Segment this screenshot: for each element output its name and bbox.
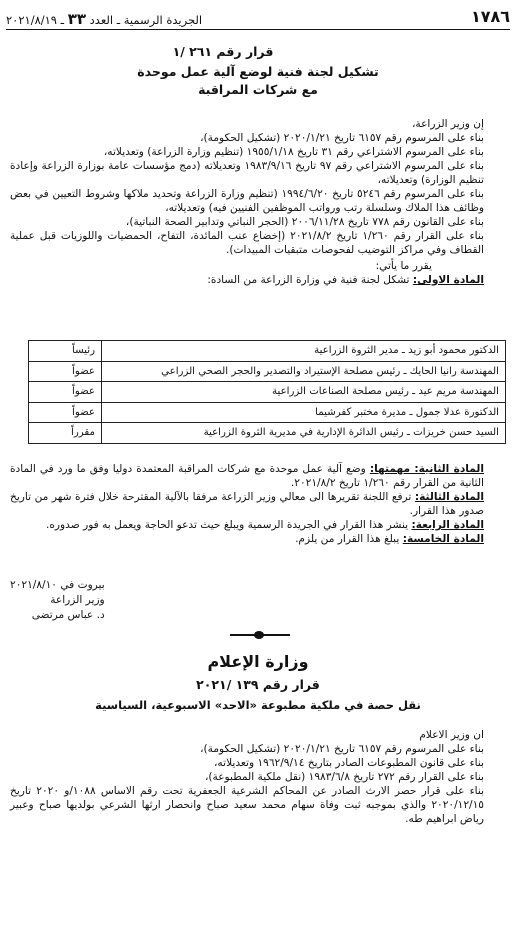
- member-role: عضواً: [29, 402, 102, 423]
- section-divider: [230, 634, 290, 636]
- decision-1-title: تشكيل لجنة فنية لوضع آلية عمل موحدة: [137, 64, 379, 79]
- article-1-text: تشكل لجنة فنية في وزارة الزراعة من السادة:: [207, 274, 410, 286]
- member-role: مقرراً: [29, 423, 102, 444]
- article-1-label: المادة الاولى:: [412, 274, 484, 286]
- table-row: [29, 382, 506, 403]
- signature-title: وزير الزراعة: [50, 594, 105, 606]
- preamble-item: بناء على المرسوم الاشتراعي رقم ٩٧ تاريخ ١٩٨٣/٩/١٦ وتعديلاته (دمج مؤسسات عامة بوزارة الزراعة وإعادة تنظيم الوزارة) وتعديلاته،: [10, 160, 484, 186]
- preamble-item: بناء على المرسوم رقم ٥٢٤٦ تاريخ ١٩٩٤/٦/٢٠ (تنظيم وزارة الزراعة وتحديد ملاكها وشروط التعيين في بعض وظائف هذا الملاك وسلسلة رتب ورواتب الموظفين الفنيين فيه) وتعديلاته،: [10, 188, 484, 214]
- article-2: [10, 462, 502, 490]
- gazette-name: الجريدة الرسمية ـ العدد: [89, 13, 203, 27]
- member-role: عضواً: [29, 361, 102, 382]
- member-name: المهندسة مريم عيد ـ رئيس مصلحة الصناعات الزراعية: [102, 382, 506, 403]
- page-header: [6, 7, 510, 30]
- member-name: السيد حسن خريزات ـ رئيس الدائرة الإدارية في مديرية الثروة الزراعية: [102, 423, 506, 444]
- signature-place-date: بيروت في ٢٠٢١/٨/١٠: [10, 579, 105, 591]
- decision-1-body: [0, 117, 516, 287]
- preamble-item: بناء على القرار رقم ١/٢٦٠ تاريخ ٢٠٢١/٨/٢ (إخضاع عنب المائدة، التفاح، الحمضيات واللوزيات قبل عملية القطاف وفي مراكز التوضيب لفحوصات متبقيات المبيدات).: [10, 230, 484, 256]
- table-row: [29, 341, 506, 362]
- preamble-item: بناء على قانون المطبوعات الصادر بتاريخ ١٩٦٢/٩/١٤ وتعديلاته،: [214, 757, 484, 769]
- article-5-label: المادة الخامسة:: [402, 533, 484, 545]
- gazette-title: [6, 10, 202, 28]
- table-row: [29, 423, 506, 444]
- decision-1-subtitle: مع شركات المراقبة: [198, 82, 318, 97]
- preamble-item: بناء على المرسوم رقم ٦١٥٧ تاريخ ٢٠٢٠/١/٢١ (تشكيل الحكومة)،: [200, 132, 484, 144]
- signature-block: [10, 578, 105, 623]
- article-3-label: المادة الثالثة:: [414, 491, 484, 503]
- decision-1-articles: [0, 462, 516, 546]
- decides-line: يقرر ما يأتي:: [375, 260, 432, 272]
- article-4: [10, 518, 502, 532]
- article-3-text: ترفع اللجنة تقريرها الى معالي وزير الزراعة مرفقا بالآلية المقترحة خلال فترة شهر من تاريخ صدور هذا القرار.: [10, 491, 484, 517]
- table-row: [29, 361, 506, 382]
- decision-2-body: [0, 728, 516, 826]
- member-role: رئيساً: [29, 341, 102, 362]
- article-4-text: ينشر هذا القرار في الجريدة الرسمية ويبلغ حيث تدعو الحاجة ويعمل به فور صدوره.: [46, 519, 409, 531]
- member-role: عضواً: [29, 382, 102, 403]
- ministry-title: وزارة الإعلام: [207, 652, 309, 671]
- article-5: [10, 532, 502, 546]
- table-row: [29, 402, 506, 423]
- page-number: ١٧٨٦: [470, 7, 510, 26]
- decision-2-title: نقل حصة في ملكية مطبوعة «الاحد» الاسبوعية، السياسية: [95, 698, 421, 712]
- preamble-item: بناء على المرسوم الاشتراعي رقم ٣١ تاريخ ١٩٥٥/١/١٨ (تنظيم وزارة الزراعة) وتعديلاته،: [103, 146, 484, 158]
- article-4-label: المادة الرابعة:: [411, 519, 484, 531]
- article-5-text: يبلغ هذا القرار من يلزم.: [295, 533, 400, 545]
- decision-2-opening: ان وزير الاعلام: [419, 729, 484, 741]
- header-date: ـ ٢٠٢١/٨/١٩: [6, 13, 65, 27]
- decision-2-number: قرار رقم ١٣٩ /٢٠٢١: [196, 677, 320, 692]
- issue-number: ٣٣: [67, 10, 86, 28]
- signature-name: د. عباس مرتضى: [31, 609, 105, 621]
- committee-table: [28, 340, 506, 444]
- article-3: [10, 490, 502, 518]
- decision-2-heading: [0, 652, 516, 712]
- member-name: المهندسة رانيا الحايك ـ رئيس مصلحة الإستيراد والتصدير والحجر الصحي الزراعي: [102, 361, 506, 382]
- preamble-item: بناء على قرار حصر الارث الصادر عن المحاكم الشرعية الجعفرية تحت رقم الاساس ١٠٨٨/و ٢٠٢٠ تاريخ ٢٠٢٠/١٢/١٥ والذي بموجبه ثبت وفاة سهام محمد سعيد صباح وانحصار ارثها الشرعي بولديها صباح وعبير رياض ابراهيم طه.: [10, 785, 484, 825]
- preamble-item: بناء على القانون رقم ٧٧٨ تاريخ ٢٠٠٦/١١/٢٨ (الحجر النباتي وتدابير الصحة النباتية)،: [125, 216, 484, 228]
- member-name: الدكتورة عدلا جمول ـ مديرة مختبر كفرشيما: [102, 402, 506, 423]
- article-2-text: وضع آلية عمل موحدة مع شركات المراقبة المعتمدة دوليا وفق ما ورد في المادة الثانية من القرار رقم ١/٢٦٠ تاريخ ٢٠٢١/٨/٢.: [10, 463, 484, 489]
- preamble-item: بناء على المرسوم رقم ٦١٥٧ تاريخ ٢٠٢٠/١/٢١ (تشكيل الحكومة)،: [200, 743, 484, 755]
- decision-1-number: قرار رقم ٢٦١ /١: [172, 44, 274, 59]
- decision-1-heading: [0, 44, 516, 97]
- article-2-label: المادة الثانية: مهمتها:: [369, 463, 484, 475]
- article-1: [10, 273, 502, 287]
- member-name: الدكتور محمود أبو زيد ـ مدير الثروة الزراعية: [102, 341, 506, 362]
- decision-1-opening: إن وزير الزراعة،: [412, 118, 484, 130]
- preamble-item: بناء على القرار رقم ٢٧٢ تاريخ ١٩٨٣/٦/٨ (نقل ملكية المطبوعة)،: [204, 771, 484, 783]
